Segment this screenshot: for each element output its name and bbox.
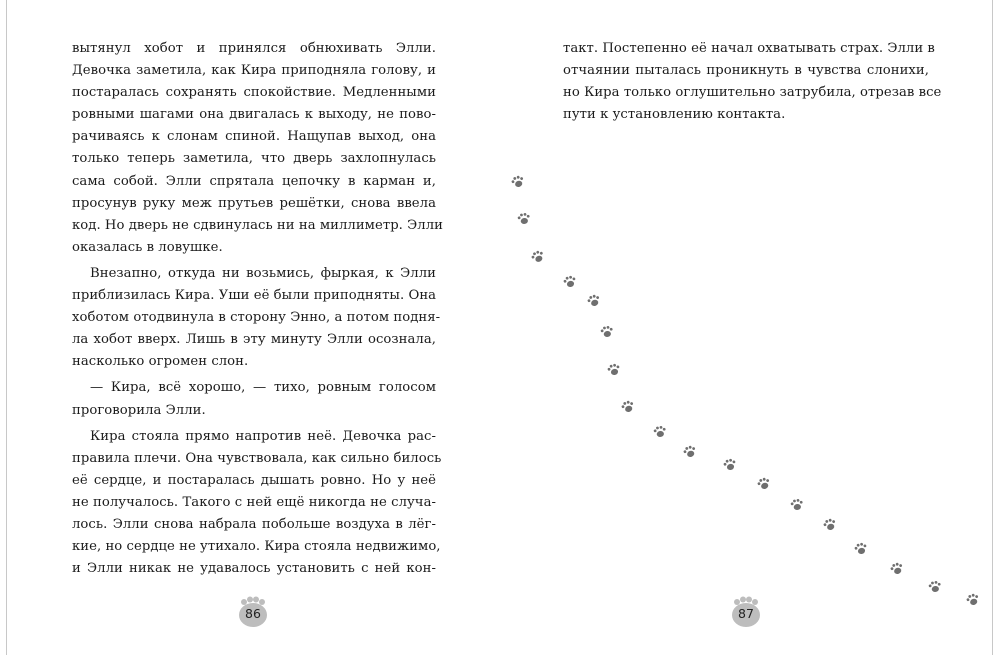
text-line: насколько огромен слон. [72, 354, 249, 370]
text-line: рачиваясь к слонам спиной. Нащупав выход, она [72, 129, 436, 145]
text-line: код. Но дверь не сдвинулась ни на миллиметр. Элли [72, 217, 444, 233]
paw-icon [821, 516, 839, 534]
text-line: лось. Элли снова набрала побольше воздуха в лёг- [72, 516, 436, 532]
text-line: проговорила Элли. [72, 402, 206, 418]
text-line: ровными шагами она двигалась к выходу, не пово- [72, 107, 436, 123]
paragraph [72, 38, 444, 259]
text-line: правила плечи. Она чувствовала, как сильно билось [72, 450, 442, 466]
left-page-edge [6, 0, 7, 655]
paw-icon [516, 211, 532, 227]
paw-icon [561, 273, 578, 290]
text-line: отчаянии пыталась проникнуть в чувства слонихи, [563, 63, 929, 79]
text-line: Девочка заметила, как Кира приподняла голову, и [72, 63, 436, 79]
text-line: кие, но сердце не утихало. Кира стояла недвижимо, [72, 539, 441, 555]
text-line: просунув руку меж прутьев решётки, снова ввела [72, 195, 436, 211]
right-page-edge [992, 0, 993, 655]
right-page-text [563, 38, 942, 126]
paw-icon [927, 579, 943, 595]
paw-icon [681, 443, 699, 461]
paw-icon [721, 456, 738, 473]
paragraph [563, 38, 942, 126]
text-line: хоботом отодвинула в сторону Энно, а потом подня- [72, 310, 441, 326]
page-number: 87 [738, 606, 754, 621]
paw-icon [964, 591, 982, 609]
text-line: и Элли никак не удавалось установить с ней кон- [72, 561, 436, 577]
paw-icon [509, 173, 527, 191]
text-line: не получалось. Такого с ней ещё никогда не случа- [72, 494, 436, 510]
page-number-badge [237, 596, 269, 628]
text-line: но Кира только оглушительно затрубила, отрезав все [563, 85, 942, 101]
paw-icon [789, 497, 805, 513]
paragraph [72, 426, 442, 581]
text-line: Кира стояла прямо напротив неё. Девочка рас- [90, 428, 436, 444]
paw-icon [599, 324, 615, 340]
paw-icon [529, 248, 548, 267]
text-line: такт. Постепенно её начал охватывать страх. Элли в [563, 41, 935, 56]
text-line: оказалась в ловушке. [72, 239, 223, 255]
text-line: её сердце, и постаралась дышать ровно. Но у неё [72, 472, 436, 488]
paragraph [72, 263, 441, 373]
text-line: приблизилась Кира. Уши её были приподняты. Она [72, 288, 437, 304]
text-line: — Кира, всё хорошо, — тихо, ровным голосом [90, 380, 436, 396]
paw-icon [852, 540, 869, 557]
paw-icon [755, 475, 773, 493]
text-line: сама собой. Элли спрятала цепочку в карман и, [72, 173, 436, 189]
paw-icon [605, 361, 622, 378]
page-number: 86 [245, 606, 261, 621]
paw-icon [888, 560, 906, 578]
text-line: Внезапно, откуда ни возьмись, фыркая, к Элли [90, 265, 436, 281]
text-line: ла хобот вверх. Лишь в эту минуту Элли осознала, [72, 332, 436, 348]
paw-icon [652, 424, 668, 440]
text-line: постаралась сохранять спокойствие. Медленными [72, 85, 436, 101]
paragraph [72, 377, 436, 421]
text-line: вытянул хобот и принялся обнюхивать Элли. [72, 41, 436, 56]
page-number-badge [730, 596, 762, 628]
paw-icon [585, 292, 603, 310]
text-line: пути к установлению контакта. [563, 107, 786, 123]
left-page-text [72, 38, 444, 580]
text-line: только теперь заметила, что дверь захлопнулась [72, 151, 436, 167]
paw-icon [619, 398, 637, 416]
